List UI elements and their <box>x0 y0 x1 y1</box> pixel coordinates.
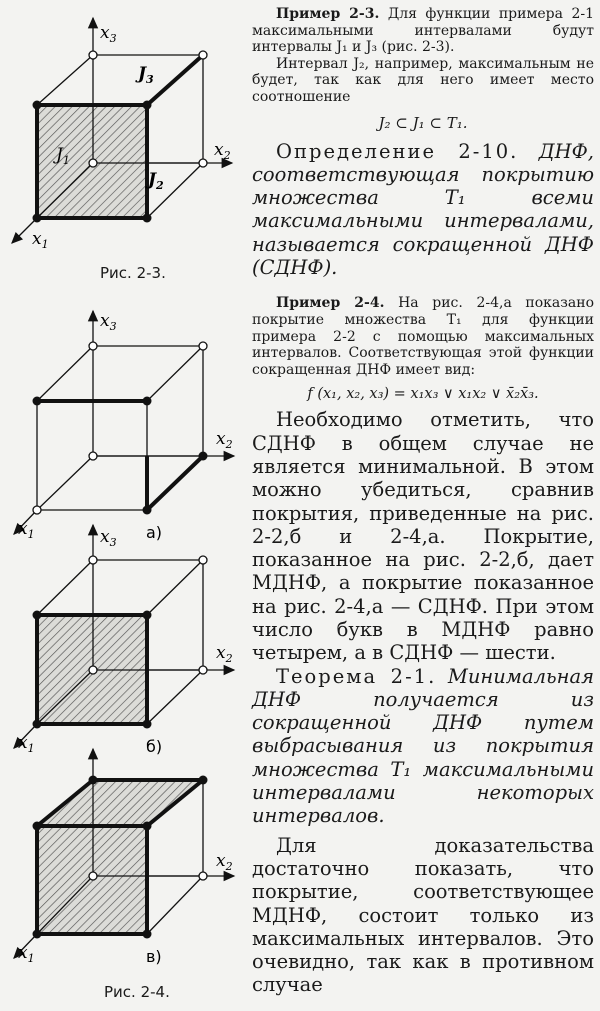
figure-2-3-caption: Рис. 2-3. <box>100 264 166 282</box>
svg-text:x2: $x_2$ <box>216 643 233 665</box>
cube-diagram-v <box>0 744 250 976</box>
figure-2-4b <box>0 520 250 755</box>
svg-text:J1: $J_1$ <box>56 145 70 167</box>
cube-diagram-a <box>0 306 250 546</box>
svg-text:б): б) <box>146 737 163 755</box>
svg-text:J2: $J_2$ <box>148 170 164 192</box>
figure-2-4a <box>0 306 250 546</box>
svg-text:x3: $x_3$ <box>100 527 117 549</box>
paragraph-necessary: Необходимо отметить, что СДНФ в общем случае не является минимальной. В этом можно убедиться, сравнив покрытия, приведенные на рис. 2-2,б и 2-4,а. Покрытие, показанное на рис. 2-2,б, дает МДНФ, а покрытие показанное на рис. 2-4,а — СДНФ. При этом число букв в МДНФ равно четырем, а в СДНФ — шести. <box>252 408 594 665</box>
figure-2-3 <box>0 0 250 300</box>
svg-text:J3: $J_3$ <box>138 64 154 86</box>
svg-text:x1: $x_1$ <box>32 229 49 251</box>
svg-text:а): а) <box>146 523 163 542</box>
cube-diagram-b <box>0 520 250 755</box>
svg-text:x2: $x_2$ <box>216 851 233 873</box>
figure-2-4v <box>0 744 250 976</box>
svg-text:x1: $x_1$ <box>18 519 35 541</box>
sdnf-formula: f (x₁, x₂, x₃) = x₁x₃ ∨ x₁x₂ ∨ x̄₂x̄₃. <box>307 386 539 403</box>
text-column <box>252 6 594 997</box>
theorem-2-1: Теорема 2-1. Минимальная ДНФ получается из сокращенной ДНФ путем выбрасывания из покрытия множества T₁ максимальными интервалами некоторых интервалов. <box>252 664 594 828</box>
paragraph-proof: Для доказательства достаточно показать, что покрытие, соответствующее МДНФ, состоит только из максимальных интервалов. Это очевидно, так как в противном случае <box>252 833 594 997</box>
example-2-3-cont: Интервал J₂, например, максимальным не будет, так как для него имеет место соотношение <box>252 55 594 105</box>
svg-text:x2: $x_2$ <box>214 140 231 162</box>
svg-text:x1: $x_1$ <box>18 733 35 755</box>
example-2-4: Пример 2-4. На рис. 2-4,а показано покрытие множества T₁ для функции примера 2-2 с помощью максимальных интервалов. Соответствующая этой функции сокращенная ДНФ имеет вид: <box>252 295 594 378</box>
relation: J₂ ⊂ J₁ ⊂ T₁. <box>378 113 468 132</box>
cube-diagram <box>0 0 250 300</box>
example-2-3: Пример 2-3. Для функции примера 2-1 максимальными интервалами будут интервалы J₁ и J₃ (рис. 2-3). <box>252 6 594 56</box>
figure-2-4-caption: Рис. 2-4. <box>104 983 170 1001</box>
svg-text:x1: $x_1$ <box>18 943 35 965</box>
svg-text:в): в) <box>146 947 162 966</box>
svg-text:x3: $x_3$ <box>100 311 117 333</box>
svg-text:x2: $x_2$ <box>216 429 233 451</box>
definition-2-10: Определение 2-10. ДНФ, соответствующая покрытию множества T₁ всеми максимальными интервалами, называется сокращенной ДНФ (СДНФ). <box>252 139 594 280</box>
svg-text:x3: $x_3$ <box>100 23 117 45</box>
